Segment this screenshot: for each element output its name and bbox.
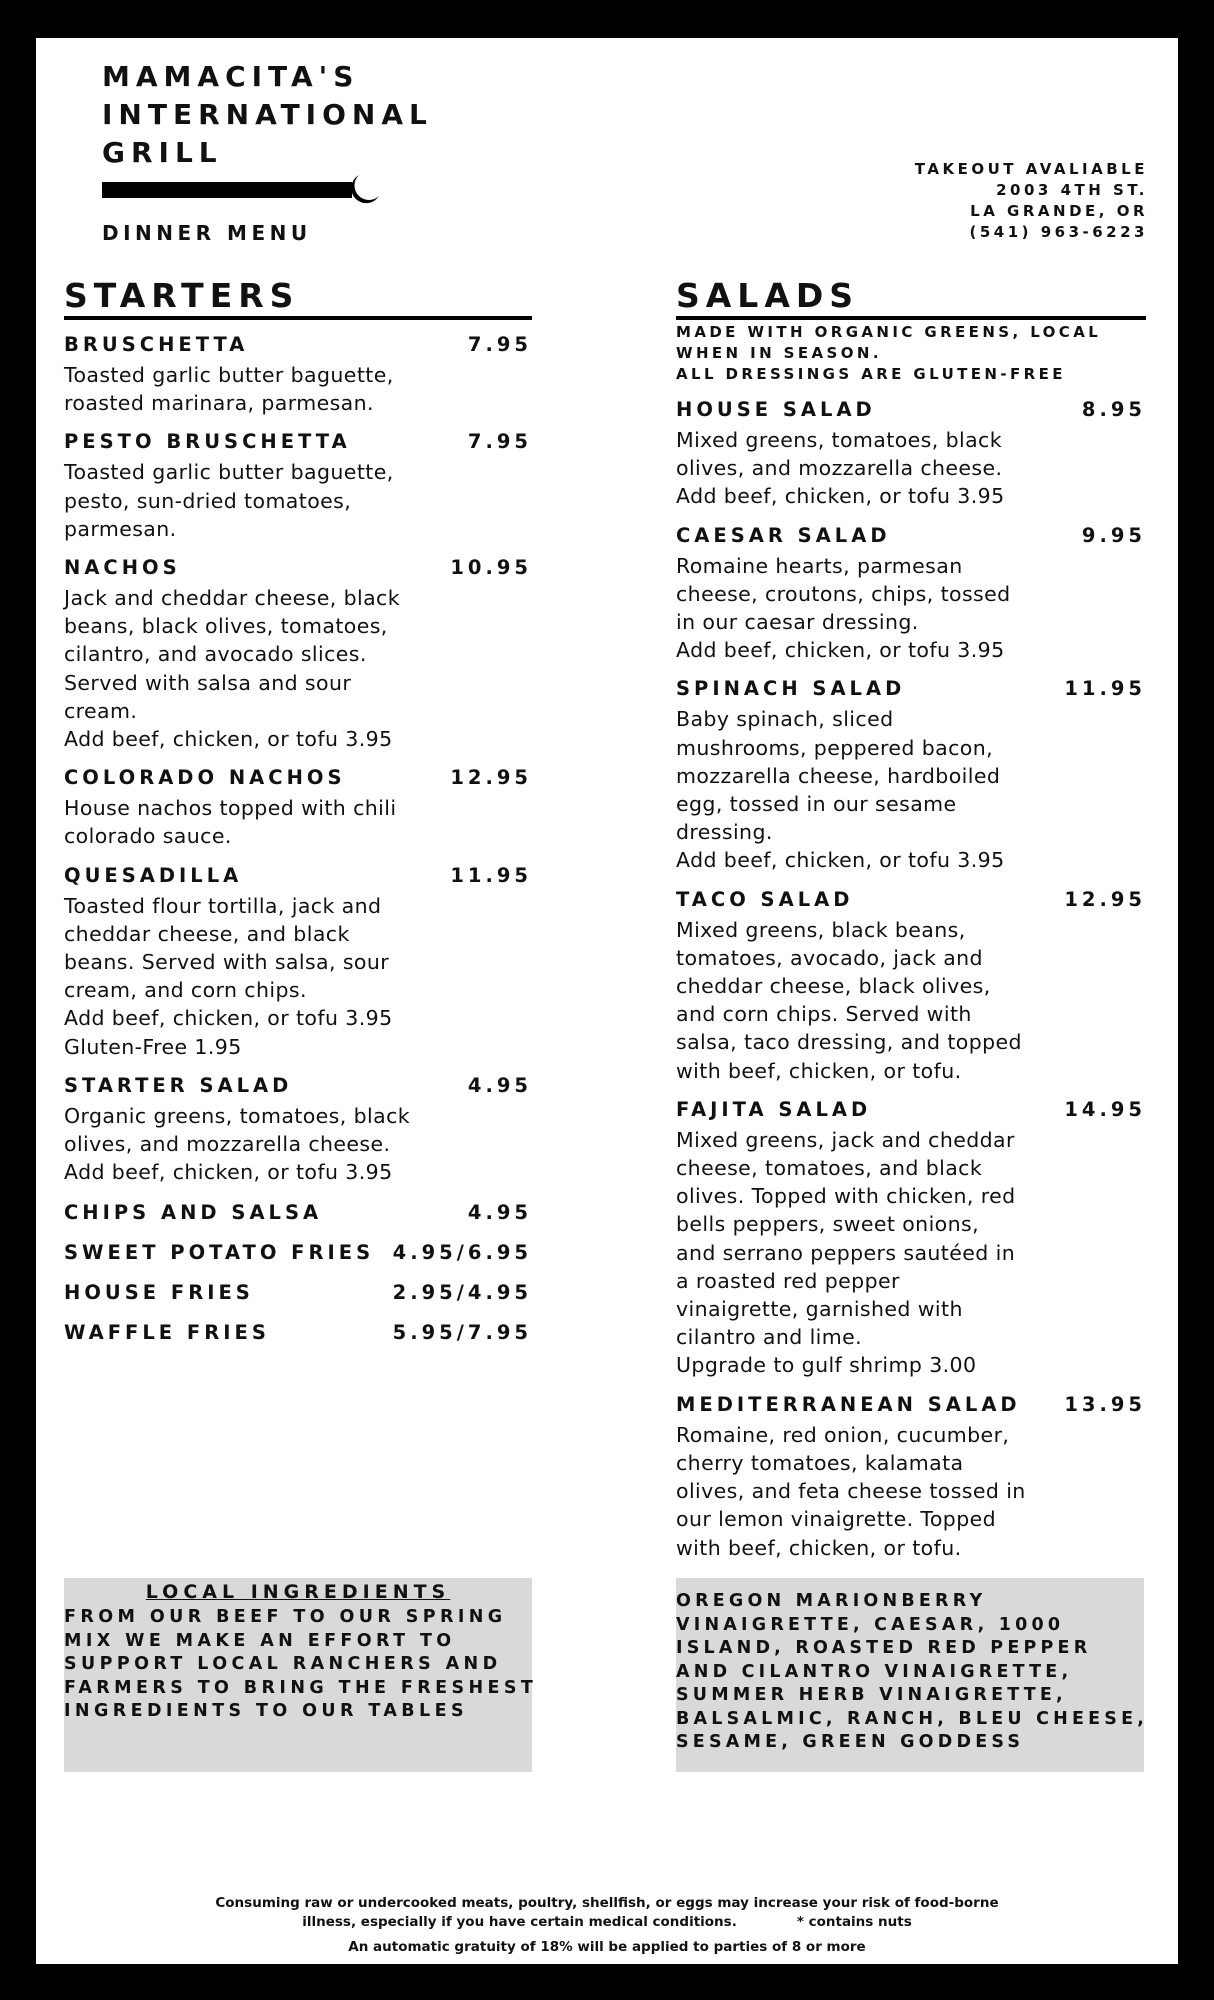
menu-item-header [676, 1097, 1146, 1123]
menu-item-header [676, 887, 1146, 913]
menu-item-header [676, 1392, 1146, 1418]
menu-item-name: STARTER SALAD [64, 1073, 293, 1097]
menu-item-description [64, 892, 532, 1061]
description-line: cheddar cheese, black olives, [676, 974, 991, 999]
menu-item-description [676, 916, 1146, 1085]
menu-item [676, 676, 1146, 874]
contact-line: LA GRANDE, OR [970, 202, 1148, 220]
box-line: FROM OUR BEEF TO OUR SPRING [64, 1607, 507, 1627]
description-line: Upgrade to gulf shrimp 3.00 [676, 1353, 977, 1378]
description-line: Mixed greens, black beans, [676, 917, 966, 942]
description-line: Jack and cheddar cheese, black [64, 586, 400, 611]
menu-item-header [676, 676, 1146, 702]
description-line: mozzarella cheese, hardboiled [676, 763, 1001, 788]
description-line: House nachos topped with chili [64, 796, 397, 821]
menu-item-name: PESTO BRUSCHETTA [64, 430, 351, 454]
dressings-box [676, 1578, 1149, 1772]
menu-item [64, 429, 532, 543]
box-line: AND CILANTRO VINAIGRETTE, [676, 1661, 1073, 1682]
description-line: Toasted garlic butter baguette, [64, 460, 394, 485]
description-line: Romaine hearts, parmesan [676, 553, 963, 578]
menu-item-price: 4.95/6.95 [392, 1241, 532, 1265]
menu-item-price: 14.95 [1064, 1097, 1146, 1121]
description-line: cilantro, and avocado slices. [64, 642, 367, 667]
box-text [676, 1590, 1149, 1755]
box-line: SUMMER HERB VINAIGRETTE, [676, 1685, 1067, 1705]
description-line: with beef, chicken, or tofu. [676, 1535, 962, 1560]
menu-item-price: 12.95 [1064, 887, 1146, 911]
menu-item-price: 13.95 [1064, 1392, 1146, 1416]
box-line: BALSALMIC, RANCH, BLEU CHEESE, [676, 1708, 1149, 1729]
menu-item-header [64, 1240, 532, 1266]
menu-item-name: CAESAR SALAD [676, 523, 891, 547]
menu-item [676, 397, 1146, 511]
menu-item-description [676, 1421, 1146, 1562]
box-line: INGREDIENTS TO OUR TABLES [64, 1701, 468, 1721]
description-line: and corn chips. Served with [676, 1002, 972, 1027]
note-line: ALL DRESSINGS ARE GLUTEN-FREE [676, 365, 1066, 383]
menu-item-name: COLORADO NACHOS [64, 766, 346, 790]
menu-item [64, 765, 532, 850]
description-line: Mixed greens, jack and cheddar [676, 1127, 1015, 1152]
menu-item [64, 1073, 532, 1187]
description-line: cheese, tomatoes, and black [676, 1156, 983, 1181]
menu-item-description [64, 1102, 532, 1187]
menu-item-price: 4.95 [467, 1201, 532, 1225]
contact-line: 2003 4TH ST. [996, 181, 1148, 199]
nuts-note: * contains nuts [796, 1914, 912, 1930]
brand-line: GRILL [102, 136, 223, 169]
description-line: Add beef, chicken, or tofu 3.95 [64, 1160, 393, 1185]
menu-item-header [676, 397, 1146, 423]
description-line: cilantro and lime. [676, 1325, 863, 1350]
description-line: Add beef, chicken, or tofu 3.95 [676, 638, 1005, 663]
description-line: in our caesar dressing. [676, 610, 919, 635]
description-line: cheese, croutons, chips, tossed [676, 581, 1011, 606]
menu-item-price: 7.95 [467, 430, 532, 454]
menu-item-name: HOUSE SALAD [676, 398, 876, 421]
menu-item-header [64, 1320, 532, 1346]
starters-list [64, 332, 532, 1346]
brand-line: INTERNATIONAL [102, 98, 433, 131]
menu-item-header [64, 1280, 532, 1306]
note-line: MADE WITH ORGANIC GREENS, LOCAL [676, 323, 1102, 341]
menu-item-description [676, 552, 1146, 665]
menu-item [64, 1320, 532, 1346]
box-line: OREGON MARIONBERRY [676, 1591, 987, 1611]
menu-item-name: NACHOS [64, 556, 181, 580]
description-line: cream, and corn chips. [64, 978, 307, 1003]
menu-item-name: SWEET POTATO FRIES [64, 1241, 375, 1265]
description-line: with beef, chicken, or tofu. [676, 1058, 962, 1083]
description-line: Served with salsa and sour [64, 670, 352, 695]
menu-item-price: 11.95 [450, 863, 532, 887]
description-line: colorado sauce. [64, 824, 232, 849]
menu-item [676, 1392, 1146, 1562]
description-line: cream. [64, 698, 138, 723]
starters-section [64, 276, 532, 1346]
menu-item-description [64, 794, 532, 850]
menu-item [64, 1200, 532, 1226]
menu-item [64, 1240, 532, 1266]
menu-item-description [64, 458, 532, 543]
menu-item-name: SPINACH SALAD [676, 677, 906, 701]
menu-item-name: WAFFLE FRIES [64, 1321, 270, 1345]
note-line: WHEN IN SEASON. [676, 344, 882, 362]
description-line: Organic greens, tomatoes, black [64, 1103, 411, 1128]
description-line: Add beef, chicken, or tofu 3.95 [64, 1006, 393, 1031]
menu-item-description [676, 426, 1146, 511]
menu-item [676, 523, 1146, 665]
menu-item-price: 10.95 [450, 556, 532, 580]
menu-item [64, 555, 532, 753]
menu-item-price: 4.95 [467, 1073, 532, 1097]
box-line: MIX WE MAKE AN EFFORT TO [64, 1630, 456, 1651]
description-line: Add beef, chicken, or tofu 3.95 [64, 727, 393, 752]
description-line: and serrano peppers sautéed in [676, 1240, 1016, 1265]
menu-item-description [676, 1126, 1146, 1380]
menu-item-header [64, 765, 532, 791]
description-line: bells peppers, sweet onions, [676, 1212, 980, 1237]
description-line: Mixed greens, tomatoes, black [676, 428, 1002, 452]
menu-item-name: HOUSE FRIES [64, 1281, 254, 1305]
menu-item-header [676, 523, 1146, 549]
contact-info [915, 159, 1148, 243]
box-text [64, 1606, 538, 1724]
footer-disclaimer [36, 1894, 1178, 1957]
box-line: SESAME, GREEN GODDESS [676, 1732, 1025, 1752]
menu-item-header [64, 1200, 532, 1226]
description-line: olives. Topped with chicken, red [676, 1184, 1016, 1209]
gratuity-note: An automatic gratuity of 18% will be applied to parties of 8 or more [348, 1939, 866, 1955]
description-line: Add beef, chicken, or tofu 3.95 [676, 484, 1005, 509]
description-line: beans. Served with salsa, sour [64, 950, 390, 975]
menu-item-header [64, 1073, 532, 1099]
menu-item-name: QUESADILLA [64, 863, 243, 887]
box-title: LOCAL INGREDIENTS [145, 1581, 451, 1603]
restaurant-name [102, 58, 522, 172]
menu-item-header [64, 332, 532, 358]
box-line: SUPPORT LOCAL RANCHERS AND [64, 1654, 502, 1674]
description-line: Romaine, red onion, cucumber, [676, 1422, 1010, 1447]
menu-item [676, 1097, 1146, 1380]
disclaimer-text: illness, especially if you have certain medical conditions. [302, 1914, 737, 1930]
box-line: FARMERS TO BRING THE FRESHEST [64, 1677, 538, 1698]
disclaimer-line: Consuming raw or undercooked meats, poultry, shellfish, or eggs may increase your risk of food-borne [215, 1895, 999, 1911]
description-line: Add beef, chicken, or tofu 3.95 [676, 848, 1005, 873]
description-line: Gluten-Free 1.95 [64, 1034, 242, 1059]
disclaimer-line-2 [36, 1913, 1178, 1932]
menu-item [64, 863, 532, 1061]
description-line: dressing. [676, 820, 773, 845]
description-line: olives, and feta cheese tossed in [676, 1479, 1026, 1504]
box-line: ISLAND, ROASTED RED PEPPER [676, 1638, 1092, 1658]
menu-item-price: 8.95 [1081, 398, 1146, 421]
menu-item-name: TACO SALAD [676, 887, 854, 911]
menu-item-description [64, 584, 532, 753]
description-line: roasted marinara, parmesan. [64, 391, 374, 416]
menu-item-price: 12.95 [450, 766, 532, 790]
description-line: salsa, taco dressing, and topped [676, 1030, 1022, 1055]
description-line: a roasted red pepper [676, 1268, 900, 1293]
menu-page [36, 38, 1178, 1964]
menu-title: DINNER MENU [102, 221, 312, 245]
salads-section [676, 276, 1146, 1562]
menu-item-header [64, 429, 532, 455]
section-title: STARTERS [64, 276, 532, 320]
contact-line: TAKEOUT AVALIABLE [914, 160, 1148, 178]
description-line: beans, black olives, tomatoes, [64, 614, 388, 639]
salads-list [676, 397, 1146, 1562]
menu-item-price: 5.95/7.95 [392, 1321, 532, 1345]
menu-item-name: FAJITA SALAD [676, 1097, 872, 1121]
description-line: olives, and mozzarella cheese. [64, 1132, 391, 1157]
menu-item [64, 332, 532, 417]
menu-item [64, 1280, 532, 1306]
menu-item-header [64, 863, 532, 889]
brand-line: MAMACITA'S [102, 60, 360, 93]
menu-item-price: 2.95/4.95 [392, 1281, 532, 1305]
description-line: parmesan. [64, 516, 177, 541]
contact-line: (541) 963-6223 [969, 223, 1148, 241]
description-line: mushrooms, peppered bacon, [676, 735, 994, 760]
crescent-moon-icon [332, 170, 386, 210]
menu-item [676, 887, 1146, 1085]
menu-item-price: 11.95 [1064, 677, 1146, 701]
description-line: vinaigrette, garnished with [676, 1297, 963, 1322]
menu-item-price: 9.95 [1081, 523, 1146, 547]
menu-item-description [64, 361, 532, 417]
menu-item-name: MEDITERRANEAN SALAD [676, 1392, 1021, 1416]
description-line: tomatoes, avocado, jack and [676, 945, 983, 970]
section-title: SALADS [676, 276, 1146, 320]
description-line: egg, tossed in our sesame [676, 792, 957, 817]
description-line: Baby spinach, sliced [676, 707, 894, 732]
box-line: VINAIGRETTE, CAESAR, 1000 [676, 1614, 1065, 1635]
description-line: cherry tomatoes, kalamata [676, 1450, 964, 1475]
description-line: our lemon vinaigrette. Topped [676, 1507, 997, 1532]
brand-underline-bar [102, 182, 352, 198]
menu-item-name: BRUSCHETTA [64, 333, 249, 356]
description-line: Toasted flour tortilla, jack and [64, 893, 382, 918]
menu-item-price: 7.95 [467, 333, 532, 356]
local-ingredients-box [64, 1578, 538, 1772]
menu-item-header [64, 555, 532, 581]
description-line: cheddar cheese, and black [64, 921, 350, 946]
description-line: Toasted garlic butter baguette, [64, 363, 394, 387]
salads-note [676, 322, 1146, 385]
menu-item-description [676, 705, 1146, 874]
description-line: pesto, sun-dried tomatoes, [64, 488, 352, 513]
menu-item-name: CHIPS AND SALSA [64, 1201, 323, 1225]
description-line: olives, and mozzarella cheese. [676, 456, 1003, 481]
